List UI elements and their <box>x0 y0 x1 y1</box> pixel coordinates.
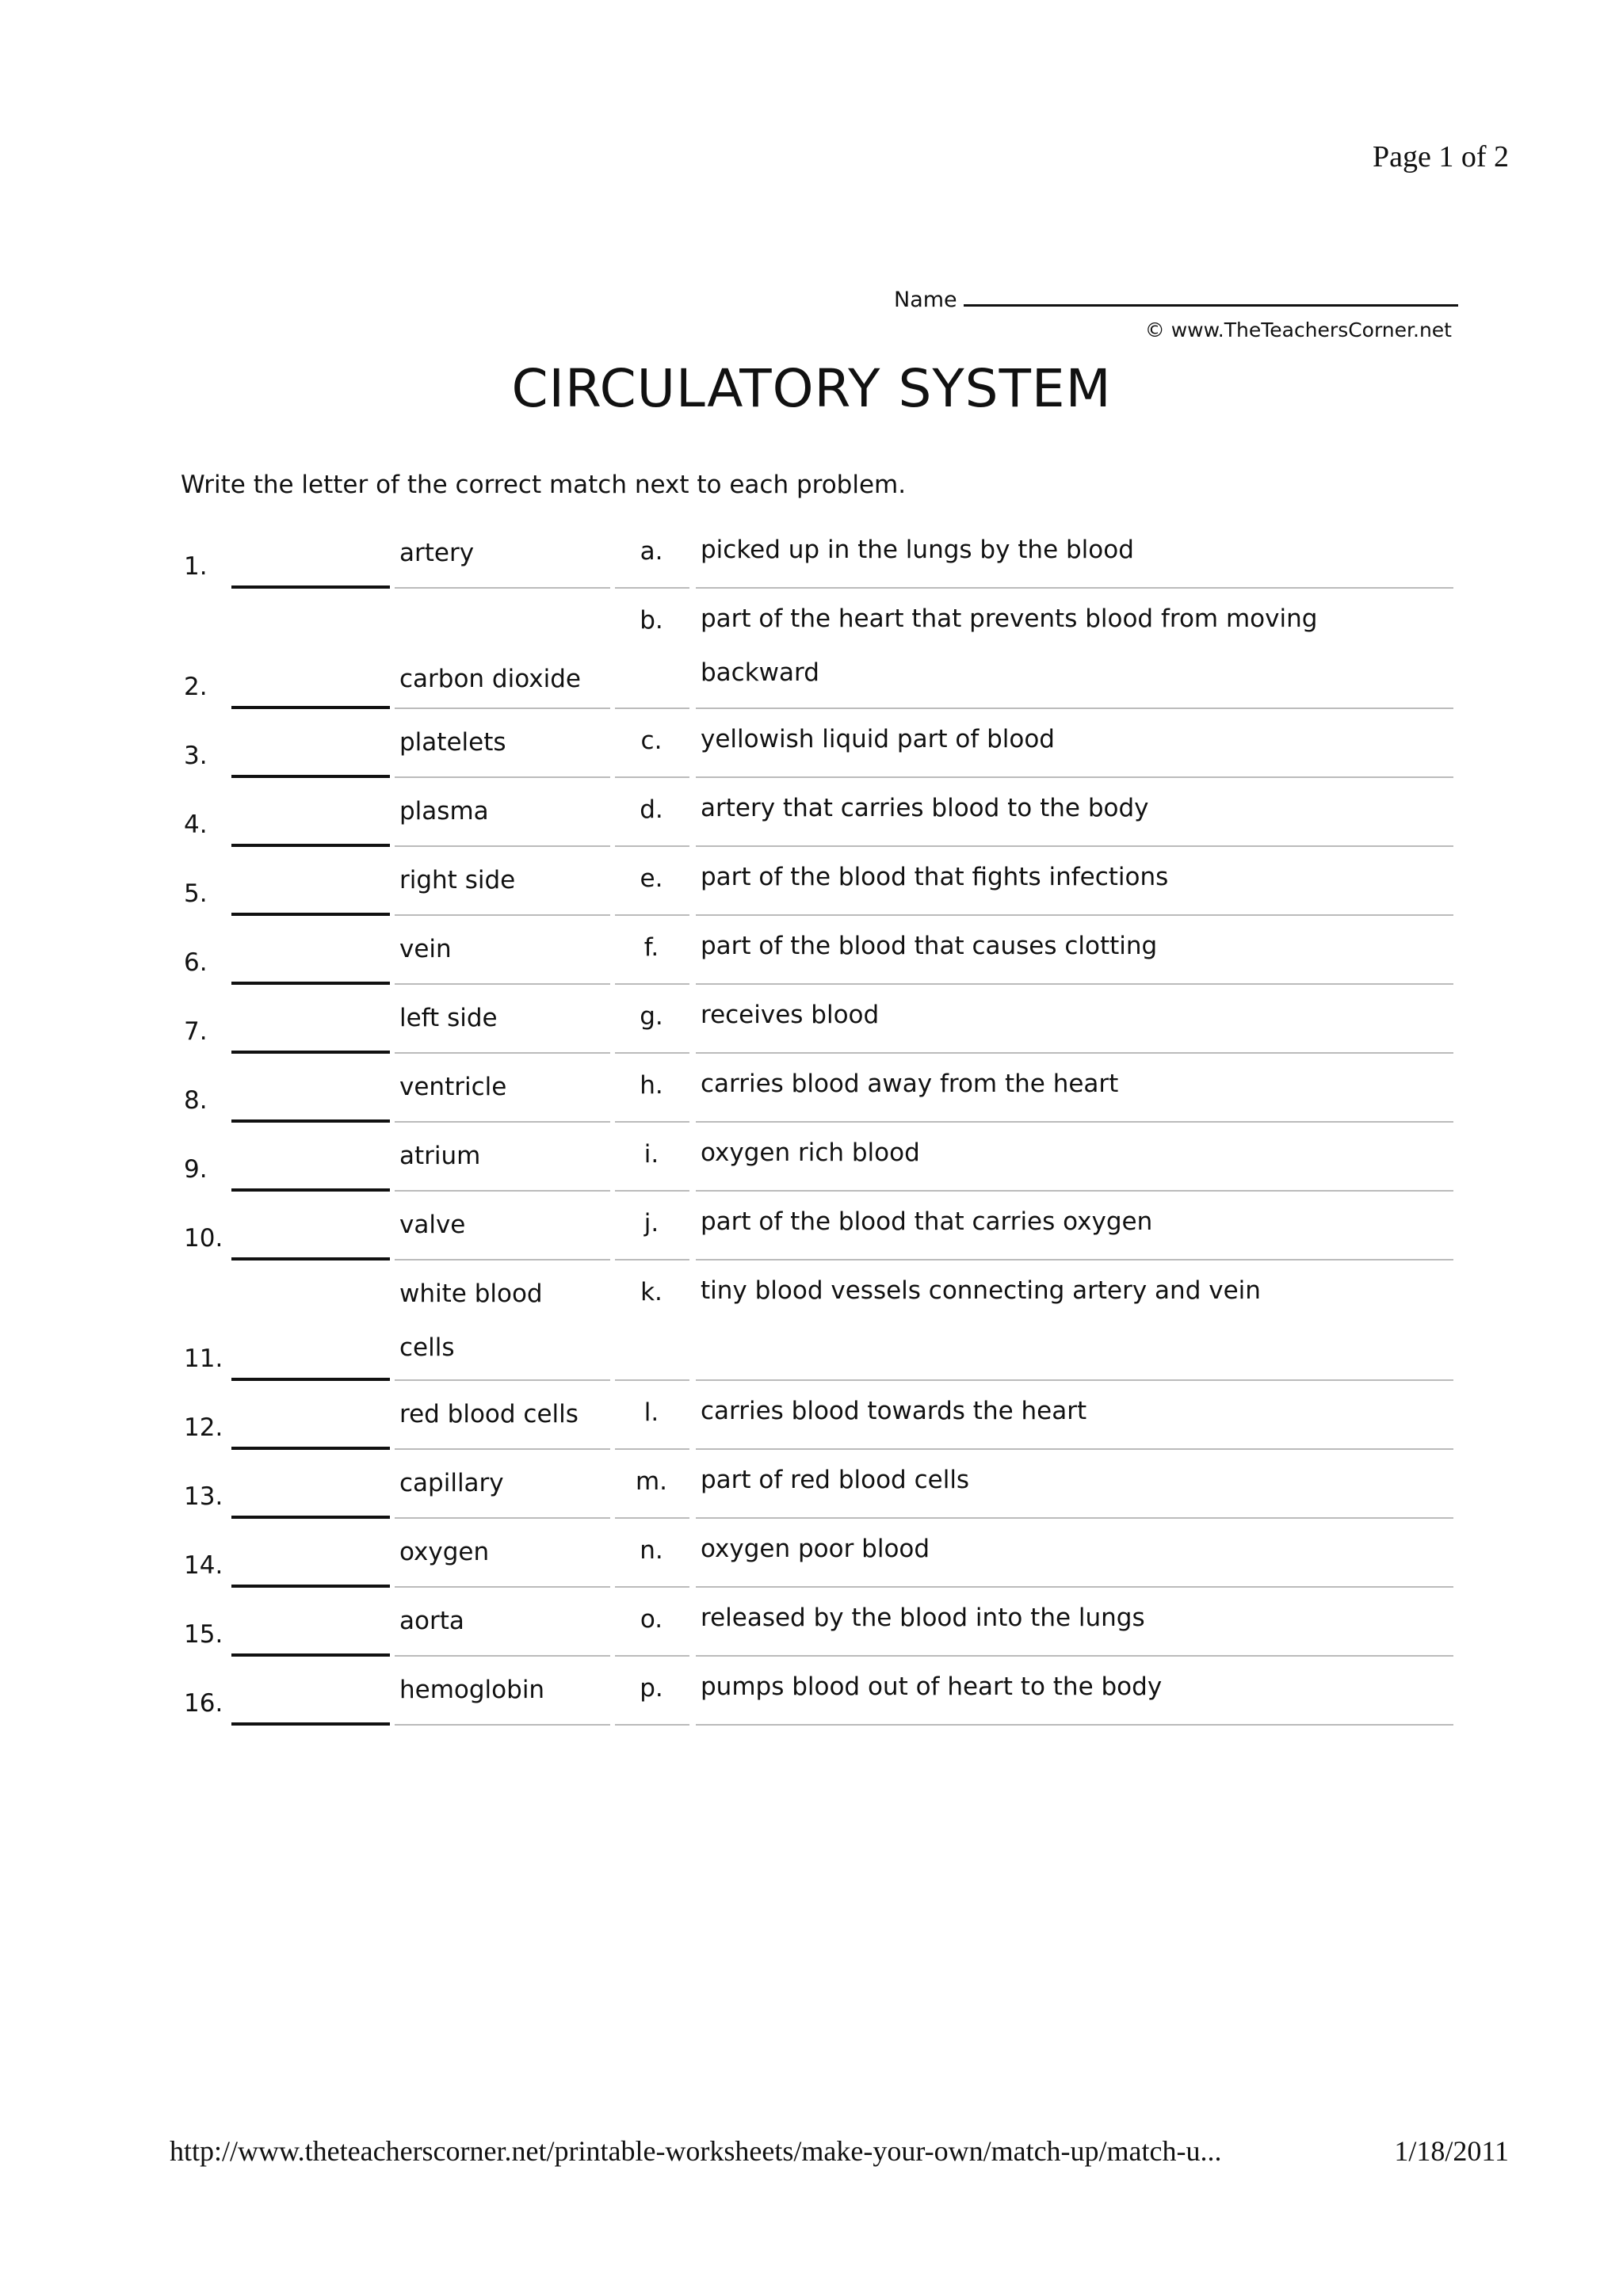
term-label: oxygen <box>399 1538 490 1566</box>
letter-underline <box>615 1190 689 1192</box>
letter-underline <box>615 587 689 589</box>
worksheet-title: CIRCULATORY SYSTEM <box>511 358 1112 419</box>
match-row <box>0 523 1623 592</box>
definition-underline <box>696 1052 1453 1054</box>
term-underline <box>395 1190 610 1192</box>
definition-letter: g. <box>640 1002 663 1031</box>
definition-underline <box>696 845 1453 847</box>
match-row <box>0 1195 1623 1264</box>
item-number: 12. <box>184 1413 223 1442</box>
definition-letter: d. <box>640 795 663 824</box>
match-row <box>0 781 1623 850</box>
letter-underline <box>615 1655 689 1657</box>
term-underline <box>395 587 610 589</box>
definition-letter: p. <box>640 1674 663 1703</box>
definition-underline <box>696 1190 1453 1192</box>
match-row <box>0 1384 1623 1453</box>
definition-letter: n. <box>640 1536 663 1565</box>
definition-letter: o. <box>640 1605 663 1634</box>
answer-blank[interactable] <box>231 1188 390 1192</box>
match-row <box>0 1522 1623 1591</box>
answer-blank[interactable] <box>231 1516 390 1519</box>
definition-underline <box>696 587 1453 589</box>
item-number: 13. <box>184 1482 223 1511</box>
definition-text: picked up in the lungs by the blood <box>701 536 1134 564</box>
footer-url: http://www.theteacherscorner.net/printable-worksheets/make-your-own/match-up/match-u... <box>170 2135 1222 2167</box>
item-number: 14. <box>184 1551 223 1580</box>
term-label: artery <box>399 539 475 567</box>
term-label: aorta <box>399 1607 464 1635</box>
item-number: 1. <box>184 552 208 581</box>
instructions: Write the letter of the correct match next to each problem. <box>181 471 907 499</box>
answer-blank[interactable] <box>231 1722 390 1726</box>
match-row <box>0 1057 1623 1126</box>
term-label: white blood cells <box>399 1280 543 1362</box>
answer-blank[interactable] <box>231 844 390 847</box>
term-label: left side <box>399 1004 498 1032</box>
term-underline <box>395 1586 610 1588</box>
letter-underline <box>615 1121 689 1123</box>
definition-letter: h. <box>640 1071 663 1100</box>
term-label: capillary <box>399 1469 504 1497</box>
answer-blank[interactable] <box>231 1051 390 1054</box>
term-underline <box>395 1121 610 1123</box>
term-label: hemoglobin <box>399 1676 545 1704</box>
definition-underline <box>696 1121 1453 1123</box>
letter-underline <box>615 983 689 985</box>
letter-underline <box>615 1259 689 1261</box>
definition-letter: a. <box>640 537 663 566</box>
definition-underline <box>696 983 1453 985</box>
copyright-notice: © www.TheTeachersCorner.net <box>1144 318 1452 341</box>
definition-text: carries blood towards the heart <box>701 1397 1087 1425</box>
item-number: 10. <box>184 1224 223 1253</box>
letter-underline <box>615 1448 689 1450</box>
page-number: Page 1 of 2 <box>1372 140 1509 174</box>
term-underline <box>395 776 610 778</box>
name-label: Name <box>894 288 957 312</box>
match-row <box>0 712 1623 781</box>
answer-blank[interactable] <box>231 585 390 589</box>
definition-letter: j. <box>643 1209 659 1238</box>
term-underline <box>395 1448 610 1450</box>
answer-blank[interactable] <box>231 775 390 778</box>
term-underline <box>395 1517 610 1519</box>
definition-text: part of red blood cells <box>701 1466 970 1494</box>
name-field[interactable] <box>894 285 1458 312</box>
letter-underline <box>615 1586 689 1588</box>
term-label: atrium <box>399 1142 481 1170</box>
item-number: 2. <box>184 673 208 701</box>
term-label: right side <box>399 866 516 894</box>
definition-underline <box>696 1655 1453 1657</box>
definition-text: receives blood <box>701 1001 880 1029</box>
definition-letter: l. <box>643 1398 659 1427</box>
match-row <box>0 919 1623 988</box>
definition-underline <box>696 914 1453 916</box>
letter-underline <box>615 707 689 709</box>
definition-underline <box>696 1586 1453 1588</box>
answer-blank[interactable] <box>231 1257 390 1261</box>
answer-blank[interactable] <box>231 982 390 985</box>
term-underline <box>395 845 610 847</box>
answer-blank[interactable] <box>231 1653 390 1657</box>
term-underline <box>395 707 610 709</box>
item-number: 5. <box>184 879 208 908</box>
letter-underline <box>615 1379 689 1381</box>
item-number: 3. <box>184 742 208 770</box>
term-underline <box>395 914 610 916</box>
term-underline <box>395 1259 610 1261</box>
item-number: 9. <box>184 1155 208 1184</box>
term-underline <box>395 1724 610 1726</box>
match-row <box>0 1660 1623 1729</box>
item-number: 4. <box>184 810 208 839</box>
definition-underline <box>696 1259 1453 1261</box>
definition-text: part of the blood that carries oxygen <box>701 1207 1153 1236</box>
definition-underline <box>696 776 1453 778</box>
letter-underline <box>615 914 689 916</box>
letter-underline <box>615 845 689 847</box>
match-row <box>0 592 1623 712</box>
match-row <box>0 1591 1623 1660</box>
term-underline <box>395 1052 610 1054</box>
definition-letter: c. <box>640 727 663 755</box>
term-underline <box>395 1655 610 1657</box>
letter-underline <box>615 1052 689 1054</box>
item-number: 15. <box>184 1620 223 1649</box>
term-label: red blood cells <box>399 1400 579 1428</box>
item-number: 8. <box>184 1086 208 1115</box>
definition-underline <box>696 707 1453 709</box>
definition-text: oxygen rich blood <box>701 1138 920 1167</box>
answer-blank[interactable] <box>231 1378 390 1381</box>
definition-letter: i. <box>643 1140 659 1169</box>
term-label: carbon dioxide <box>399 665 581 693</box>
definition-text: pumps blood out of heart to the body <box>701 1672 1163 1701</box>
term-label: vein <box>399 935 452 963</box>
answer-blank[interactable] <box>231 1585 390 1588</box>
item-number: 6. <box>184 948 208 977</box>
definition-letter: f. <box>643 933 659 962</box>
match-row <box>0 850 1623 919</box>
definition-text: part of the blood that fights infections <box>701 863 1169 891</box>
definition-underline <box>696 1448 1453 1450</box>
answer-blank[interactable] <box>231 1119 390 1123</box>
match-row <box>0 1453 1623 1522</box>
answer-blank[interactable] <box>231 1447 390 1450</box>
definition-letter: m. <box>635 1467 668 1496</box>
term-label: ventricle <box>399 1073 507 1101</box>
definition-text: part of the blood that causes clotting <box>701 932 1158 960</box>
letter-underline <box>615 1517 689 1519</box>
definition-text: released by the blood into the lungs <box>701 1604 1145 1632</box>
footer-date: 1/18/2011 <box>1394 2135 1509 2167</box>
item-number: 11. <box>184 1344 223 1373</box>
name-blank-line[interactable] <box>964 285 1458 307</box>
definition-text: carries blood away from the heart <box>701 1070 1119 1098</box>
answer-blank[interactable] <box>231 706 390 709</box>
answer-blank[interactable] <box>231 913 390 916</box>
definition-letter: e. <box>640 864 663 893</box>
letter-underline <box>615 776 689 778</box>
definition-underline <box>696 1517 1453 1519</box>
definition-text: artery that carries blood to the body <box>701 794 1149 822</box>
letter-underline <box>615 1724 689 1726</box>
term-label: platelets <box>399 728 506 757</box>
definition-letter: k. <box>640 1278 663 1306</box>
definition-text: part of the heart that prevents blood from moving backward <box>701 605 1318 687</box>
term-label: valve <box>399 1211 466 1239</box>
definition-text: tiny blood vessels connecting artery and vein <box>701 1276 1261 1305</box>
match-row <box>0 1126 1623 1195</box>
item-number: 7. <box>184 1017 208 1046</box>
match-row <box>0 1264 1623 1384</box>
term-label: plasma <box>399 797 489 826</box>
definition-underline <box>696 1724 1453 1726</box>
item-number: 16. <box>184 1689 223 1718</box>
term-underline <box>395 1379 610 1381</box>
match-row <box>0 988 1623 1057</box>
definition-letter: b. <box>640 606 663 635</box>
definition-text: oxygen poor blood <box>701 1535 930 1563</box>
definition-underline <box>696 1379 1453 1381</box>
term-underline <box>395 983 610 985</box>
definition-text: yellowish liquid part of blood <box>701 725 1055 753</box>
